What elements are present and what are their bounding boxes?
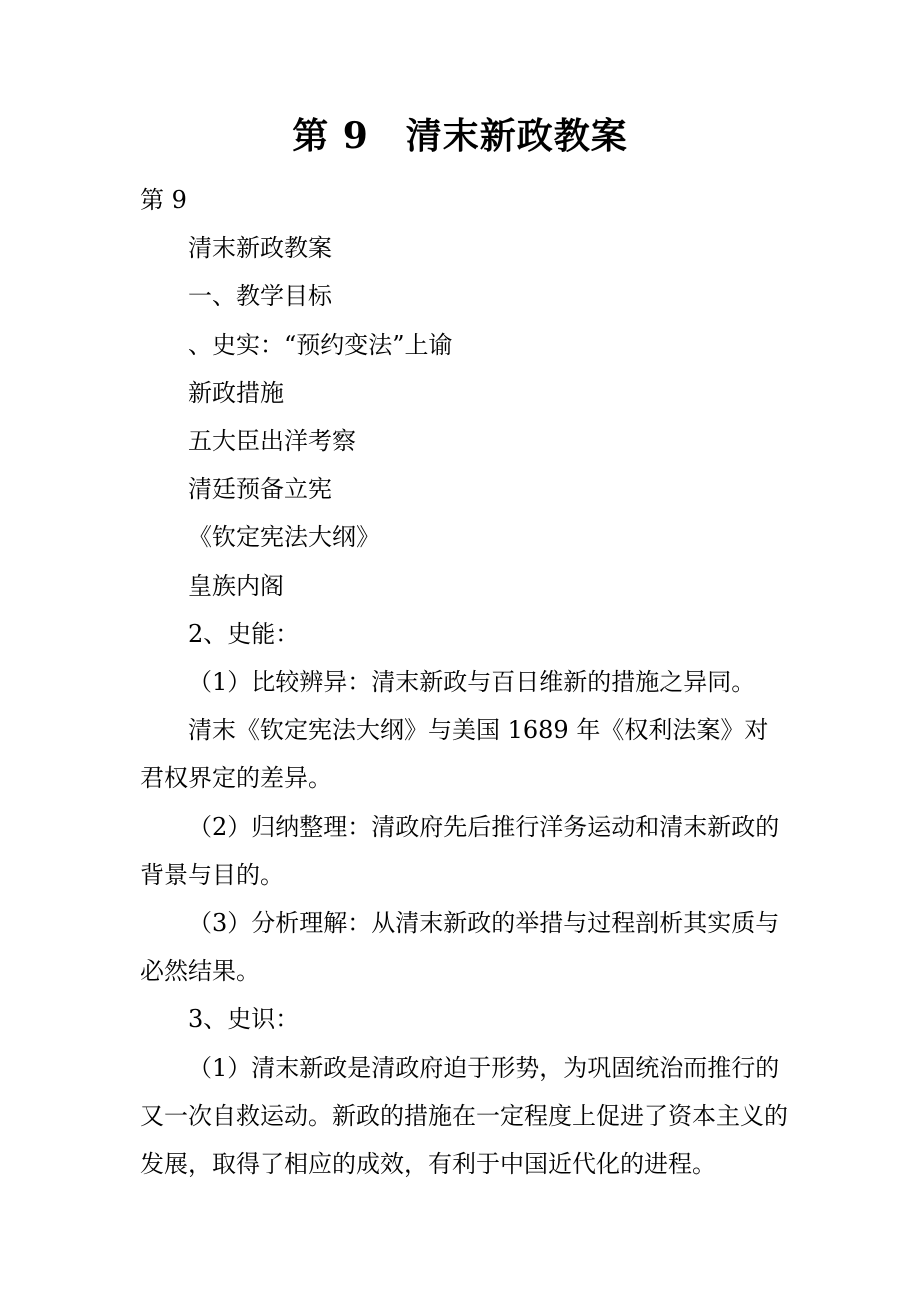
paragraph-constitution-preparation: 清廷预备立宪 (188, 475, 332, 504)
paragraph-summary: （2）归纳整理：清政府先后推行洋务运动和清末新政的背景与目的。 (140, 812, 780, 889)
paragraph-five-ministers: 五大臣出洋考察 (188, 427, 356, 456)
paragraph-royal-cabinet: 皇族内阁 (188, 571, 284, 600)
paragraph-lesson-title: 清末新政教案 (188, 234, 332, 263)
document-body (140, 176, 790, 1188)
paragraph-analysis: （3）分析理解：从清末新政的举措与过程剖析其实质与必然结果。 (140, 909, 780, 986)
paragraph-insight-1: （1）清末新政是清政府迫于形势，为巩固统治而推行的又一次自救运动。新政的措施在一定程度上促进了资本主义的发展，取得了相应的成效，有利于中国近代化的进程。 (140, 1053, 788, 1179)
paragraph-teaching-goals: 一、教学目标 (188, 282, 332, 311)
paragraph-new-policy-measures: 新政措施 (188, 378, 284, 407)
paragraph-comparison-2: 清末《钦定宪法大纲》与美国 1689 年《权利法案》对君权界定的差异。 (140, 716, 769, 793)
paragraph-comparison-1: （1）比较辨异：清末新政与百日维新的措施之异同。 (188, 668, 756, 697)
paragraph-chapter-number: 第 9 (140, 186, 187, 214)
paragraph-skills-heading: 2、史能： (188, 619, 300, 648)
paragraph-constitution-outline: 《钦定宪法大纲》 (188, 523, 380, 552)
document-title: 第 9 清末新政教案 (292, 115, 628, 157)
paragraph-historical-facts: 、史实：“预约变法”上谕 (188, 330, 453, 359)
paragraph-insight-heading: 3、史识： (188, 1005, 300, 1034)
